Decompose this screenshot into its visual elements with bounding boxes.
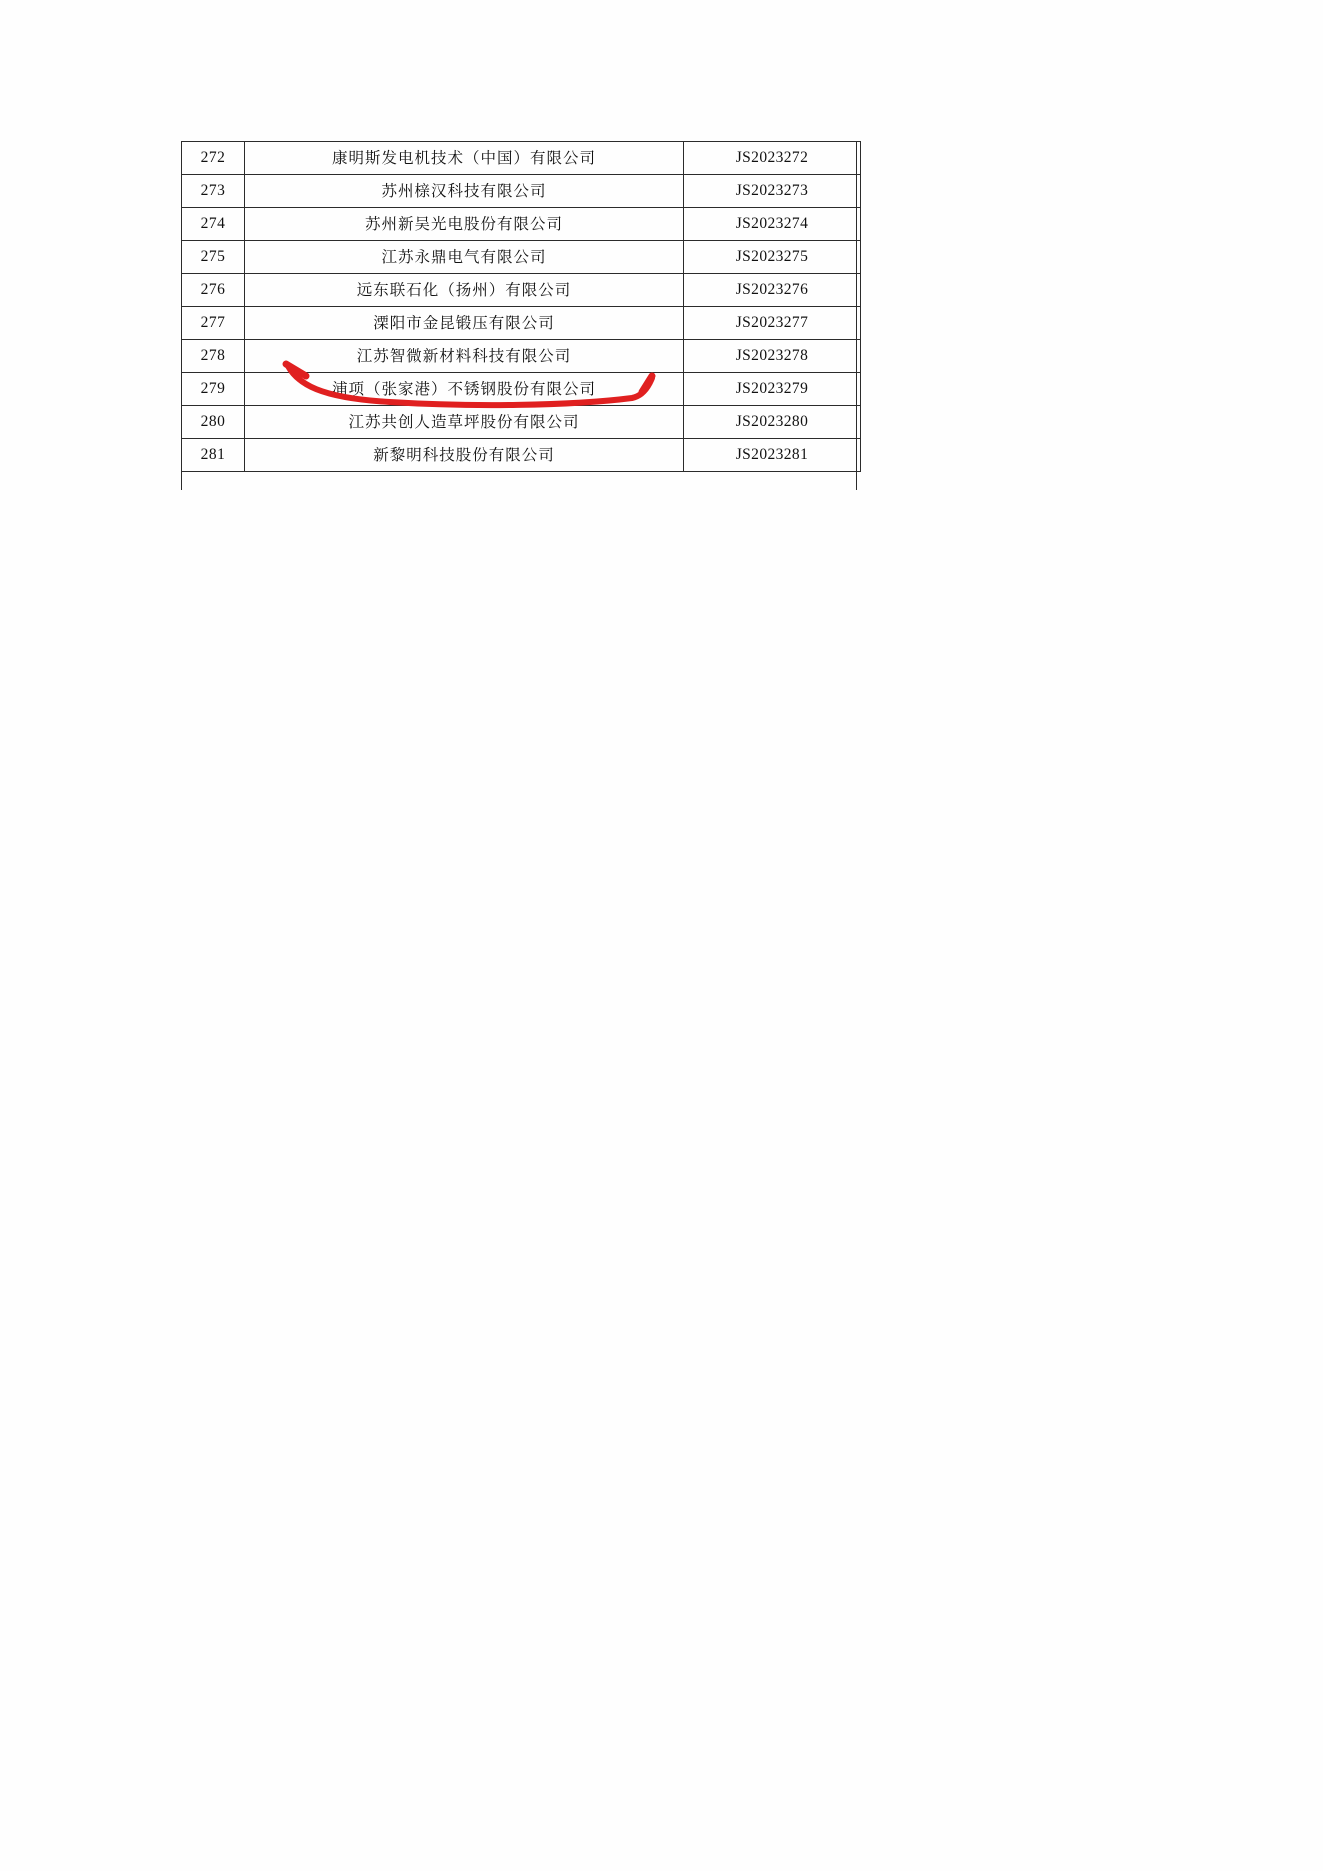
row-company-name: 苏州榇汉科技有限公司 — [245, 175, 684, 208]
row-company-name: 苏州新吴光电股份有限公司 — [245, 208, 684, 241]
table-row — [182, 406, 861, 439]
row-company-name: 江苏智微新材料科技有限公司 — [245, 340, 684, 373]
row-company-name: 溧阳市金昆锻压有限公司 — [245, 307, 684, 340]
row-code: JS2023278 — [684, 340, 861, 373]
row-index: 278 — [182, 340, 245, 373]
row-code: JS2023274 — [684, 208, 861, 241]
table-body — [182, 142, 861, 472]
row-index: 280 — [182, 406, 245, 439]
row-index: 273 — [182, 175, 245, 208]
row-code: JS2023275 — [684, 241, 861, 274]
table-row — [182, 439, 861, 472]
row-code: JS2023277 — [684, 307, 861, 340]
row-index: 275 — [182, 241, 245, 274]
row-code: JS2023279 — [684, 373, 861, 406]
row-index: 279 — [182, 373, 245, 406]
table-row — [182, 175, 861, 208]
row-company-name: 康明斯发电机技术（中国）有限公司 — [245, 142, 684, 175]
row-company-name: 远东联石化（扬州）有限公司 — [245, 274, 684, 307]
company-list-table — [181, 141, 861, 472]
table-row-highlighted — [182, 373, 861, 406]
table-row — [182, 241, 861, 274]
row-index: 277 — [182, 307, 245, 340]
row-code: JS2023272 — [684, 142, 861, 175]
row-company-name: 新黎明科技股份有限公司 — [245, 439, 684, 472]
table-row — [182, 274, 861, 307]
row-code: JS2023280 — [684, 406, 861, 439]
row-company-name: 浦项（张家港）不锈钢股份有限公司 — [245, 373, 684, 406]
row-index: 276 — [182, 274, 245, 307]
table-row — [182, 340, 861, 373]
row-code: JS2023281 — [684, 439, 861, 472]
row-code: JS2023273 — [684, 175, 861, 208]
row-company-name: 江苏永鼎电气有限公司 — [245, 241, 684, 274]
company-list-table-wrapper — [181, 141, 857, 472]
table-row — [182, 208, 861, 241]
row-index: 272 — [182, 142, 245, 175]
row-index: 281 — [182, 439, 245, 472]
row-company-name: 江苏共创人造草坪股份有限公司 — [245, 406, 684, 439]
row-index: 274 — [182, 208, 245, 241]
table-row — [182, 307, 861, 340]
table-row — [182, 142, 861, 175]
row-code: JS2023276 — [684, 274, 861, 307]
